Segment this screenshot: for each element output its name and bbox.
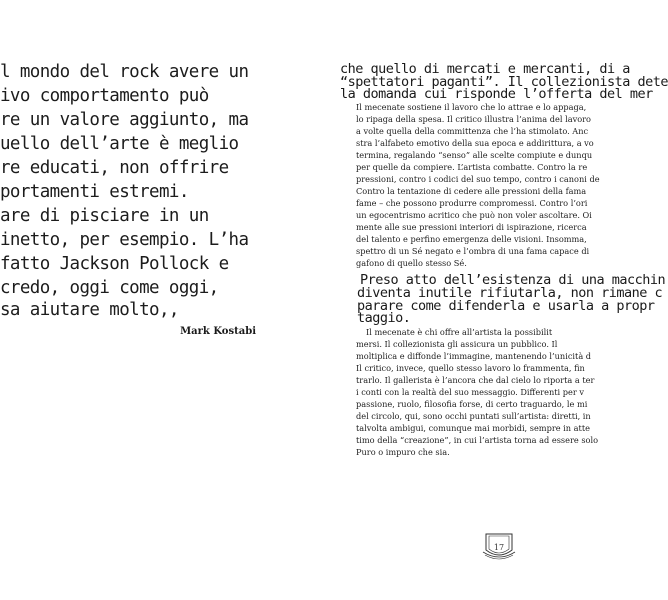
quote-line: re un valore aggiunto, ma xyxy=(0,110,249,130)
body-text-line: stra l’alfabeto emotivo della sua epoca e addirittura, a vo xyxy=(356,138,594,148)
quote-line: inetto, per esempio. L’ha xyxy=(0,230,249,250)
body-text-line: moltiplica e diffonde l’immagine, mantenendo l’unicità d xyxy=(356,351,592,361)
body-text-line: che quello di mercati e mercanti, di a xyxy=(340,61,630,77)
body-text-line: “spettatori paganti”. Il collezionista dete xyxy=(340,74,668,90)
body-text-line: la domanda cui risponde l’offerta del mer xyxy=(340,86,653,102)
quote-line: fatto Jackson Pollock e xyxy=(0,254,229,274)
body-text-line: trarlo. Il gallerista è l’ancora che dal cielo lo riporta a ter xyxy=(356,375,595,385)
body-text-line: diventa inutile rifiutarla, non rimane c xyxy=(357,285,663,301)
quote-line: l mondo del rock avere un xyxy=(0,62,249,82)
body-text-line: i conti con la realtà del suo messaggio. Differenti per v xyxy=(356,387,584,397)
quote-line: uello dell’arte è meglio xyxy=(0,134,239,154)
body-text-line: Contro la tentazione di cedere alle pressioni della fama xyxy=(356,186,587,196)
body-text-line: Puro o impuro che sia. xyxy=(356,447,450,457)
quote-line: re educati, non offrire xyxy=(0,158,229,178)
body-text-line: a volte quella della committenza che l’ha stimolato. Anc xyxy=(356,126,589,136)
body-text-line: del circolo, qui, sono occhi puntati sull’artista: diretti, in xyxy=(356,411,591,421)
body-text-line: Il critico, invece, quello stesso lavoro lo frammenta, fin xyxy=(356,363,585,373)
body-text-line: taggio. xyxy=(357,310,411,326)
body-text-line: gafono di quello stesso Sé. xyxy=(356,258,467,268)
body-text-line: fame – che possono produrre compromessi. Contro l’ori xyxy=(356,198,588,208)
page-number: 17 xyxy=(493,543,505,552)
body-text-line: Il mecenate sostiene il lavoro che lo attrae e lo appaga, xyxy=(356,102,587,112)
body-text-line: talvolta ambigui, comunque mai morbidi, sempre in atte xyxy=(356,423,590,433)
quote-line: are di pisciare in un xyxy=(0,206,209,226)
body-text-line: pressioni, contro i codici del suo tempo, contro i canoni de xyxy=(356,174,600,184)
quote-line: portamenti estremi. xyxy=(0,182,189,202)
body-text-line: mersi. Il collezionista gli assicura un pubblico. Il xyxy=(356,339,558,349)
body-text-line: un egocentrismo acritico che può non voler ascoltare. Oi xyxy=(356,210,592,220)
left-page xyxy=(0,0,300,600)
body-text-line: termina, regalando “senso” alle scelte compiute e dunqu xyxy=(356,150,593,160)
right-page xyxy=(300,0,668,600)
body-text-line: per quelle da compiere. L’artista combatte. Contro la re xyxy=(356,162,588,172)
quote-line: sa aiutare molto,, xyxy=(0,300,179,320)
quote-line: credo, oggi come oggi, xyxy=(0,278,219,298)
body-text-line: timo della “creazione”, in cui l’artista torna ad essere solo xyxy=(356,435,599,445)
quote-line: ivo comportamento può xyxy=(0,86,209,106)
body-text-line: parare come difenderla e usarla a propr xyxy=(357,298,655,314)
body-text-line: mente alle sue pressioni interiori di ispirazione, ricerca xyxy=(356,222,587,232)
body-text-line: passione, ruolo, filosofia forse, di certo traguardo, le mi xyxy=(356,399,588,409)
quote-author: Mark Kostabi xyxy=(180,326,256,337)
body-text-line: spettro di un Sé negato e l’ombra di una fama capace di xyxy=(356,246,590,256)
body-text-line: del talento e perfino emergenza delle visioni. Insomma, xyxy=(356,234,587,244)
body-text-line: lo ripaga della spesa. Il critico illustra l’anima del lavoro xyxy=(356,114,591,124)
page-number-badge xyxy=(482,532,516,562)
body-text-line: Il mecenate è chi offre all’artista la possibilit xyxy=(366,327,553,337)
body-text-line: Preso atto dell’esistenza di una macchin xyxy=(360,272,666,288)
